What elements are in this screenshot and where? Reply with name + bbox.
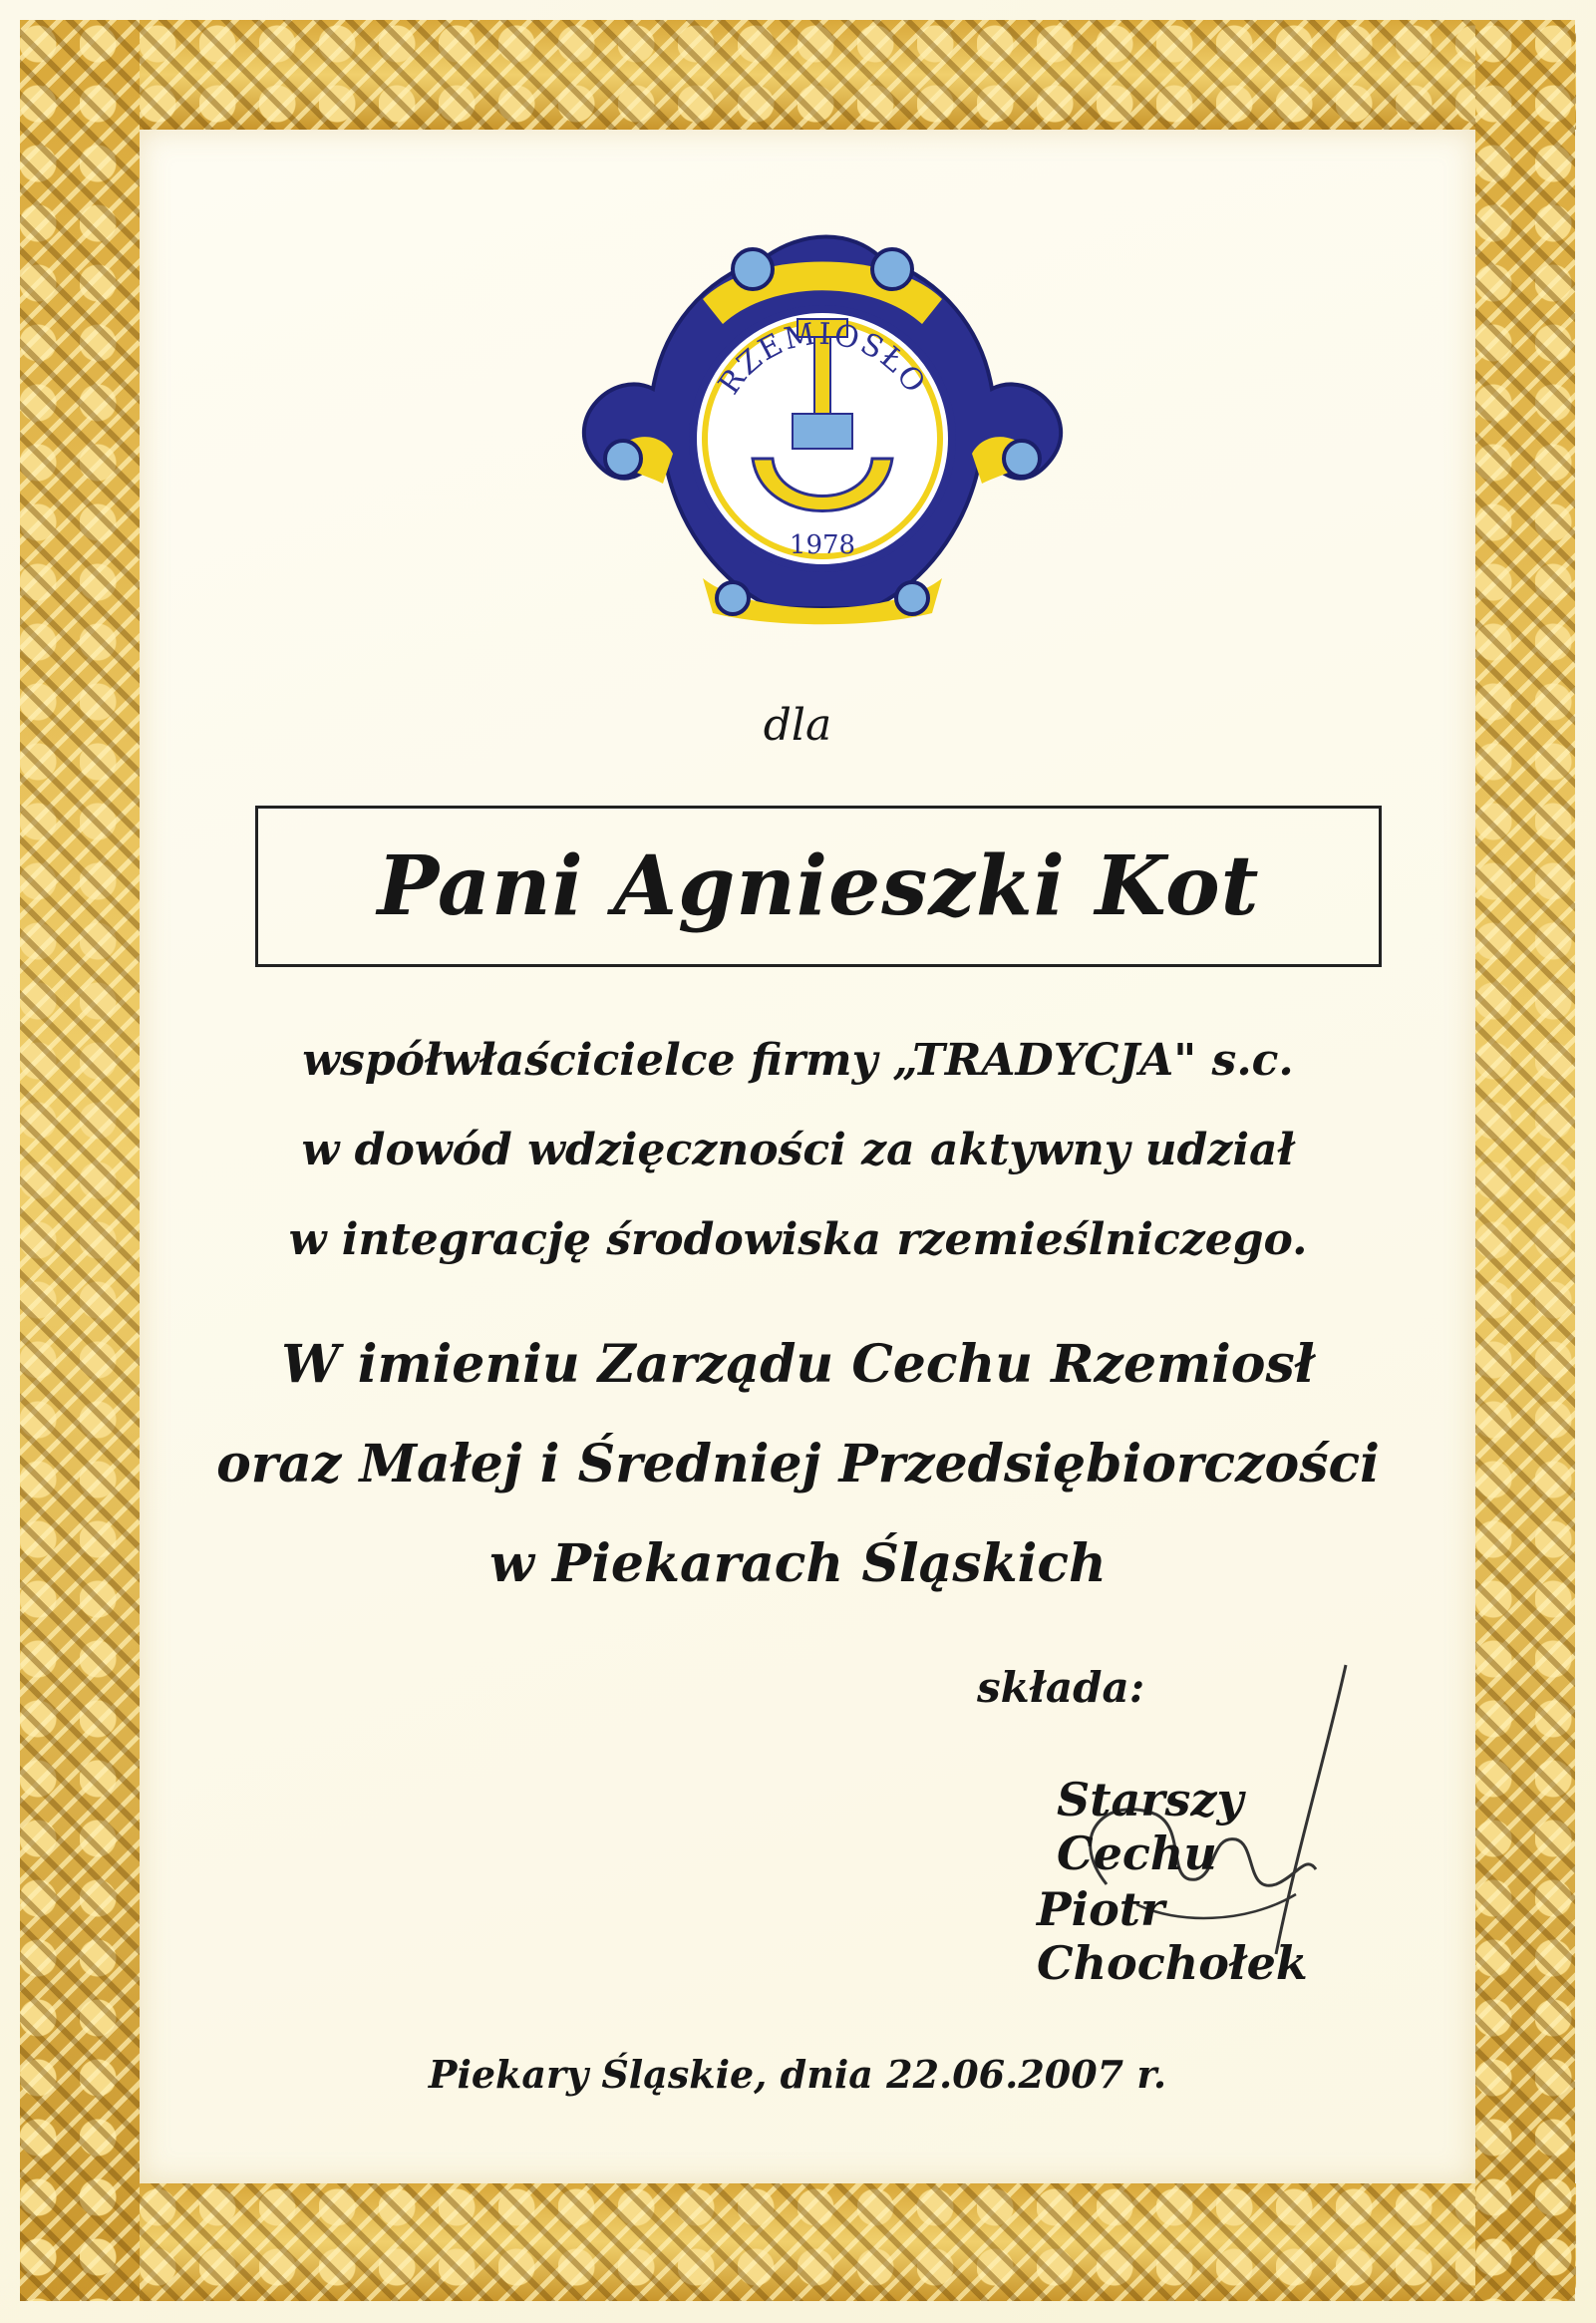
signer-name: Piotr Chochołek [1037, 1882, 1308, 1990]
recipient-name: Pani Agnieszki Kot [377, 838, 1260, 934]
recipient-role: współwłaścicielce firmy „TRADYCJA" s.c. [302, 1035, 1294, 1086]
gives-label: składa: [977, 1663, 1145, 1712]
place-and-date: Piekary Śląskie, dnia 22.06.2007 r. [428, 2052, 1167, 2097]
issuer-line-1: W imieniu Zarządu Cechu Rzemiosł [281, 1334, 1315, 1395]
signer-title: Starszy Cechu [1057, 1773, 1244, 1880]
emblem-top-text: RZEMIOSŁO [712, 316, 933, 402]
integration-line: w integrację środowiska rzemieślniczego. [288, 1214, 1308, 1265]
emblem-year: 1978 [789, 530, 856, 560]
ornamental-frame-top [20, 20, 1576, 130]
craft-guild-emblem [553, 219, 1092, 638]
ornamental-frame-left [20, 20, 140, 2301]
ornamental-frame-bottom [20, 2183, 1576, 2301]
issuer-line-3: w Piekarach Śląskich [489, 1533, 1107, 1594]
issuer-line-2: oraz Małej i Średniej Przedsiębiorczości [216, 1434, 1380, 1494]
recipient-box [255, 806, 1382, 967]
gratitude-line: w dowód wdzięczności za aktywny udział [301, 1125, 1295, 1175]
for-label: dla [763, 700, 832, 751]
ornamental-frame-right [1475, 20, 1575, 2301]
